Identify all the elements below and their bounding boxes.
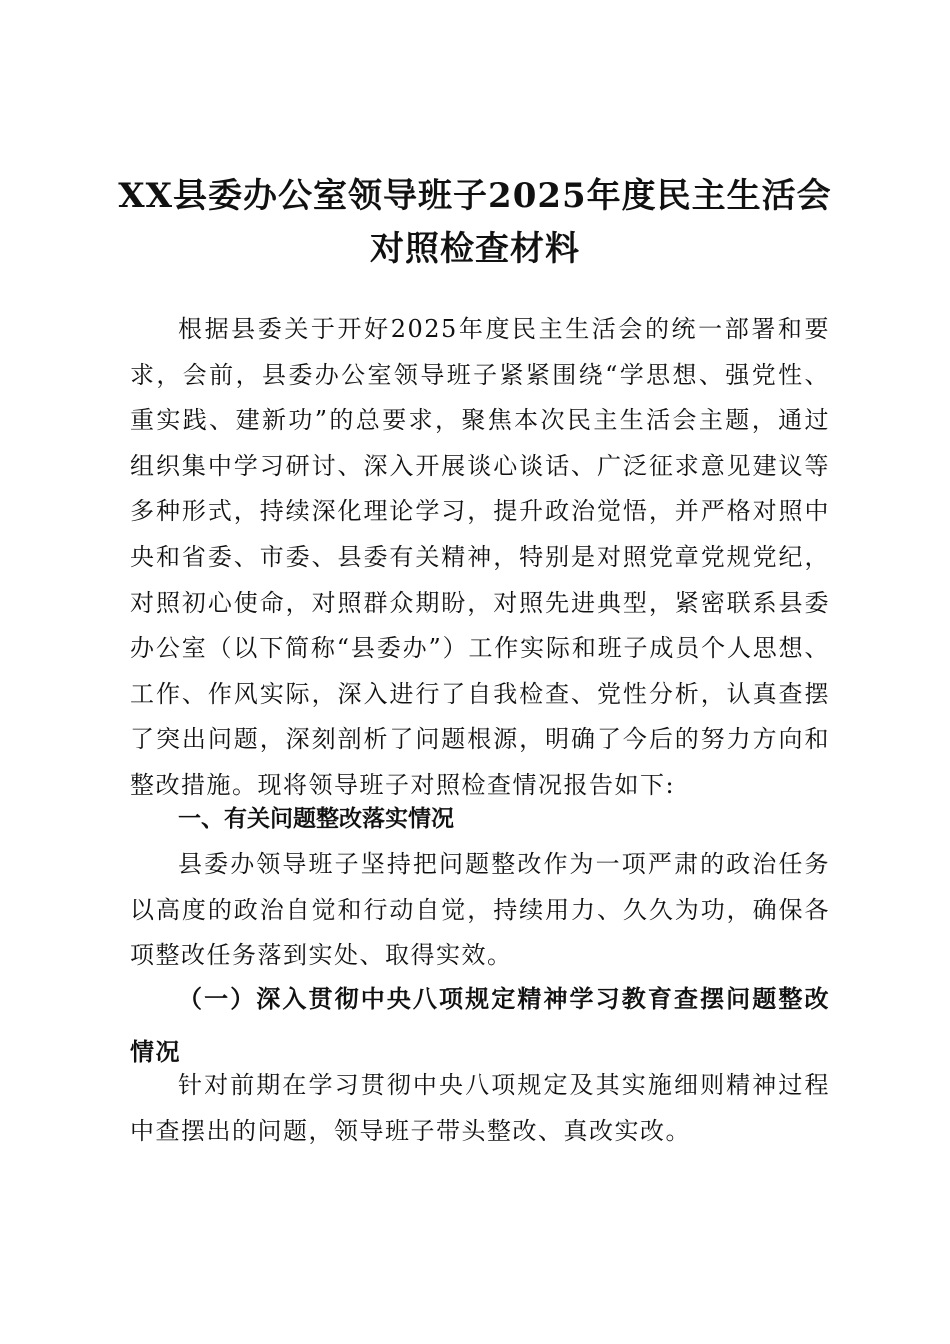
section-heading-1: 一、有关问题整改落实情况: [178, 806, 454, 832]
section-1-paragraph: 县委办领导班子坚持把问题整改作为一项严肃的政治任务以高度的政治自觉和行动自觉，持续用力、久久为功，确保各项整改任务落到实处、取得实效。: [130, 850, 830, 970]
subsection-1-paragraph: 针对前期在学习贯彻中央八项规定及其实施细则精神过程中查摆出的问题，领导班子带头整改、真改实改。: [130, 1071, 830, 1145]
document-title-line-2: 对照检查材料: [370, 229, 580, 269]
intro-paragraph: 根据县委关于开好2025年度民主生活会的统一部署和要求，会前，县委办公室领导班子紧紧围绕“学思想、强党性、重实践、建新功”的总要求，聚焦本次民主生活会主题，通过组织集中学习研讨、深入开展谈心谈话、广泛征求意见建议等多种形式，持续深化理论学习，提升政治觉悟，并严格对照中央和省委、市委、县委有关精神，特别是对照党章党规党纪，对照初心使命，对照群众期盼，对照先进典型，紧密联系县委办公室（以下简称“县委办”）工作实际和班子成员个人思想、工作、作风实际，深入进行了自我检查、党性分析，认真查摆了突出问题，深刻剖析了问题根源，明确了今后的努力方向和整改措施。现将领导班子对照检查情况报告如下:: [130, 315, 830, 799]
document-title-line-1: XX县委办公室领导班子2025年度民主生活会: [118, 176, 832, 216]
subsection-heading-1: （一）深入贯彻中央八项规定精神学习教育查摆问题整改情况: [130, 984, 830, 1066]
